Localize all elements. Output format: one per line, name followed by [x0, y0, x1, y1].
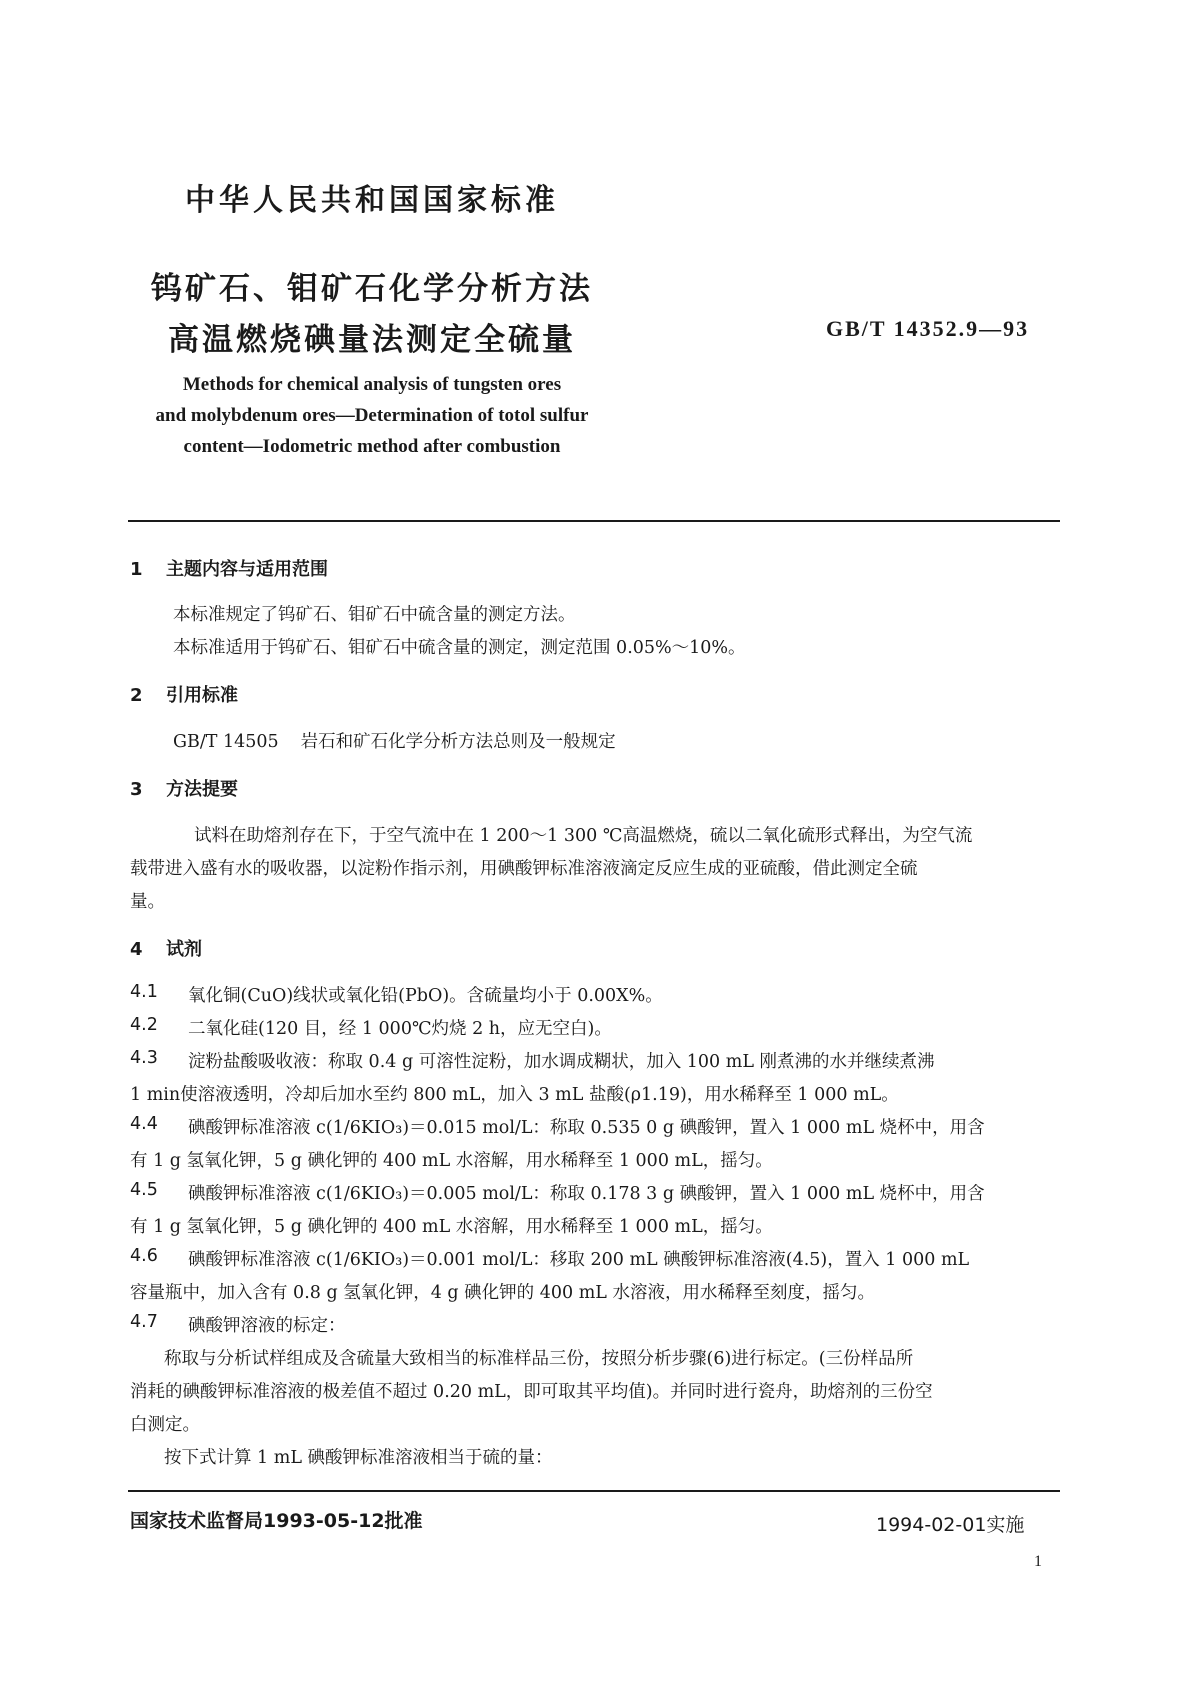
item-number: 4.5 [130, 1180, 158, 1200]
item-number: 4.1 [130, 982, 158, 1002]
item-number: 4.3 [130, 1048, 158, 1068]
section-number: 4 [130, 939, 143, 960]
section-title: 引用标准 [166, 685, 238, 706]
reagent-item-line: 碘酸钾标准溶液 c(1/6KIO₃)＝0.001 mol/L：移取 200 mL 碘酸钾标准溶液(4.5)，置入 1 000 mL [188, 1250, 970, 1270]
title-zh-line2: 高温燃烧碘量法测定全硫量 [168, 322, 576, 358]
reagent-item-line: 1 min使溶液透明，冷却后加水至约 800 mL，加入 3 mL 盐酸(ρ1.19)，用水稀释至 1 000 mL。 [130, 1085, 899, 1105]
section-3-heading [130, 775, 238, 801]
reference-code: GB/T 14505 [173, 732, 279, 752]
title-en-line2: and molybdenum ores—Determination of totol sulfur [155, 405, 589, 426]
reagent-item-line: 有 1 g 氢氧化钾，5 g 碘化钾的 400 mL 水溶解，用水稀释至 1 000 mL，摇匀。 [130, 1151, 773, 1171]
section-number: 3 [130, 779, 143, 800]
standard-code: GB/T 14352.9—93 [826, 316, 1030, 341]
section-1-heading [130, 555, 328, 581]
item-number: 4.2 [130, 1015, 158, 1035]
reference-title: 岩石和矿石化学分析方法总则及一般规定 [300, 732, 616, 752]
reagent-item-line: 氧化铜(CuO)线状或氧化铅(PbO)。含硫量均小于 0.00X%。 [188, 986, 663, 1006]
reagent-item-line: 碘酸钾溶液的标定： [188, 1316, 346, 1336]
title-zh-line1: 钨矿石、钼矿石化学分析方法 [151, 271, 593, 307]
calibration-line-1: 称取与分析试样组成及含硫量大致相当的标准样品三份，按照分析步骤(6)进行标定。(三份样品所 [164, 1349, 914, 1369]
header-divider [128, 520, 1060, 522]
section-title: 试剂 [166, 939, 202, 960]
title-en-line3: content—Iodometric method after combustion [183, 436, 561, 457]
section-3-line-3: 量。 [130, 892, 165, 912]
reagent-item-line: 碘酸钾标准溶液 c(1/6KIO₃)＝0.005 mol/L：称取 0.178 3 g 碘酸钾，置入 1 000 mL 烧杯中，用含 [188, 1184, 985, 1204]
page-number: 1 [1034, 1553, 1042, 1570]
approval-date: 国家技术监督局1993-05-12批准 [130, 1510, 423, 1532]
section-3-line-1: 试料在助熔剂存在下，于空气流中在 1 200～1 300 ℃高温燃烧，硫以二氧化硫形式释出，为空气流 [194, 826, 973, 846]
reagent-item-line: 二氧化硅(120 目，经 1 000℃灼烧 2 h，应无空白)。 [188, 1019, 612, 1039]
reagent-item-line: 容量瓶中，加入含有 0.8 g 氢氧化钾，4 g 碘化钾的 400 mL 水溶液，用水稀释至刻度，摇匀。 [130, 1283, 875, 1303]
reference-standard [173, 728, 616, 753]
item-number: 4.7 [130, 1312, 158, 1332]
item-number: 4.4 [130, 1114, 158, 1134]
section-number: 2 [130, 685, 143, 706]
national-standard-heading: 中华人民共和国国家标准 [185, 183, 559, 218]
footer-divider [128, 1490, 1060, 1492]
section-2-heading [130, 681, 238, 707]
calibration-line-3: 白测定。 [130, 1415, 200, 1435]
reagent-item-line: 淀粉盐酸吸收液：称取 0.4 g 可溶性淀粉，加水调成糊状，加入 100 mL 刚煮沸的水并继续煮沸 [188, 1052, 935, 1072]
reagent-item-line: 碘酸钾标准溶液 c(1/6KIO₃)＝0.015 mol/L：称取 0.535 0 g 碘酸钾，置入 1 000 mL 烧杯中，用含 [188, 1118, 985, 1138]
title-en-line1: Methods for chemical analysis of tungsten ores [182, 374, 562, 395]
calibration-line-2: 消耗的碘酸钾标准溶液的极差值不超过 0.20 mL，即可取其平均值)。并同时进行瓷舟，助熔剂的三份空 [130, 1382, 933, 1402]
section-title: 主题内容与适用范围 [166, 559, 328, 580]
section-1-paragraph-1: 本标准规定了钨矿石、钼矿石中硫含量的测定方法。 [173, 605, 576, 625]
section-1-paragraph-2: 本标准适用于钨矿石、钼矿石中硫含量的测定，测定范围 0.05%～10%。 [173, 638, 746, 658]
section-3-line-2: 载带进入盛有水的吸收器，以淀粉作指示剂，用碘酸钾标准溶液滴定反应生成的亚硫酸，借此测定全硫 [130, 859, 918, 879]
section-number: 1 [130, 559, 143, 580]
item-number: 4.6 [130, 1246, 158, 1266]
implementation-date: 1994-02-01实施 [876, 1514, 1025, 1536]
reagent-item-line: 有 1 g 氢氧化钾，5 g 碘化钾的 400 mL 水溶解，用水稀释至 1 000 mL，摇匀。 [130, 1217, 773, 1237]
formula-intro: 按下式计算 1 mL 碘酸钾标准溶液相当于硫的量： [164, 1448, 553, 1468]
section-4-heading [130, 935, 202, 961]
section-title: 方法提要 [166, 779, 238, 800]
